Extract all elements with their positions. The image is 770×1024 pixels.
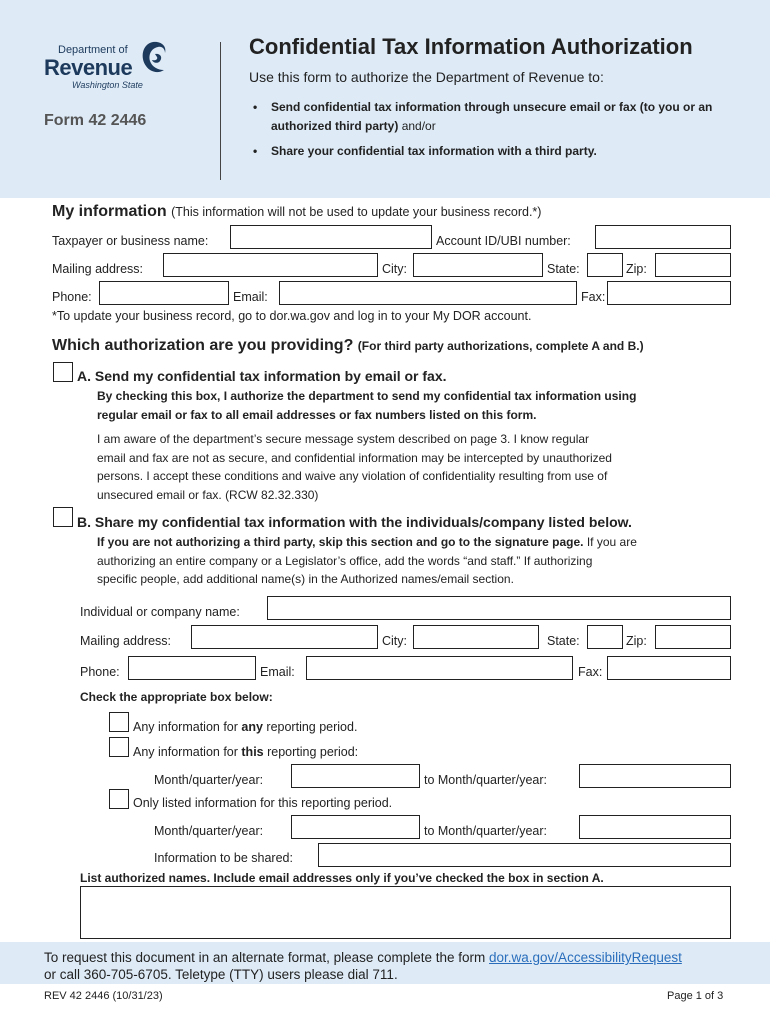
opt1-bold: any bbox=[241, 720, 263, 734]
authorized-names-textarea[interactable] bbox=[80, 886, 731, 939]
opt2-text: Any information for bbox=[133, 745, 242, 759]
info-shared-label: Information to be shared: bbox=[154, 851, 293, 865]
section-a-checkbox[interactable] bbox=[53, 362, 73, 382]
section-b-letter: B. bbox=[77, 514, 91, 530]
account-id-field[interactable] bbox=[595, 225, 731, 249]
listed-period-to-field[interactable] bbox=[579, 815, 731, 839]
alternate-format-line2: or call 360-705-6705. Teletype (TTY) users please dial 711. bbox=[44, 967, 398, 982]
section-a-para-line: I am aware of the department’s secure message system described on page 3. I know regular bbox=[97, 432, 590, 446]
mqy-to-label-2: to Month/quarter/year: bbox=[424, 824, 547, 838]
bullet-text-tail: and/or bbox=[401, 119, 436, 133]
tp-email-field[interactable] bbox=[306, 656, 573, 680]
period-from-field[interactable] bbox=[291, 764, 420, 788]
page-number: Page 1 of 3 bbox=[667, 990, 724, 1002]
any-period-checkbox[interactable] bbox=[109, 712, 129, 732]
form-number: Form 42 2446 bbox=[44, 112, 147, 129]
section-b-checkbox[interactable] bbox=[53, 507, 73, 527]
my-info-note: (This information will not be used to update your business record.*) bbox=[171, 205, 542, 219]
bullet-icon: • bbox=[253, 100, 258, 114]
tp-mailing-label: Mailing address: bbox=[80, 634, 172, 648]
fax-label: Fax: bbox=[581, 290, 606, 304]
alternate-format-text: To request this document in an alternate format, please complete the form bbox=[44, 950, 486, 965]
section-b-line bbox=[97, 533, 637, 552]
my-info-title: My information bbox=[52, 203, 167, 220]
section-b-title-text: Share my confidential tax information with the individuals/company listed below. bbox=[94, 514, 632, 530]
listed-info-checkbox[interactable] bbox=[109, 789, 129, 809]
alternate-format-line1 bbox=[44, 949, 682, 966]
email-field[interactable] bbox=[279, 281, 577, 305]
mqy-from-label-2: Month/quarter/year: bbox=[154, 824, 264, 838]
page-subtitle: Use this form to authorize the Department of Revenue to: bbox=[249, 69, 604, 85]
revision-code: REV 42 2446 (10/31/23) bbox=[44, 990, 163, 1002]
authorization-title: Which authorization are you providing? bbox=[52, 337, 354, 354]
tp-zip-field[interactable] bbox=[655, 625, 731, 649]
tp-fax-label: Fax: bbox=[578, 665, 603, 679]
tp-fax-field[interactable] bbox=[607, 656, 731, 680]
period-to-field[interactable] bbox=[579, 764, 731, 788]
logo-department-text: Department of bbox=[58, 44, 128, 56]
opt2-bold: this bbox=[241, 745, 264, 759]
section-a-bold-line: regular email or fax to all email addresses or fax numbers listed on this form. bbox=[97, 407, 537, 422]
mqy-to-label: to Month/quarter/year: bbox=[424, 773, 547, 787]
listed-info-label: Only listed information for this reporting period. bbox=[133, 796, 393, 810]
phone-field[interactable] bbox=[99, 281, 229, 305]
bullet-icon: • bbox=[253, 144, 258, 158]
section-a-para-line: persons. I accept these conditions and waive any violation of confidentiality resulting from use of bbox=[97, 469, 608, 483]
zip-label: Zip: bbox=[626, 262, 647, 276]
section-b-bold-text: If you are not authorizing a third party, skip this section and go to the signature page. bbox=[97, 535, 584, 549]
section-b-line: authorizing an entire company or a Legislator’s office, add the words “and staff.” If authorizing bbox=[97, 553, 593, 568]
tp-mailing-field[interactable] bbox=[191, 625, 378, 649]
section-b-paragraph bbox=[97, 533, 637, 589]
any-period-label bbox=[133, 720, 357, 734]
fax-field[interactable] bbox=[607, 281, 731, 305]
tp-state-field[interactable] bbox=[587, 625, 623, 649]
accessibility-request-link[interactable]: dor.wa.gov/AccessibilityRequest bbox=[489, 950, 682, 965]
section-b-title bbox=[77, 514, 632, 530]
opt2-text-post: reporting period: bbox=[263, 745, 359, 759]
alternate-format-notice bbox=[44, 949, 682, 983]
tp-zip-label: Zip: bbox=[626, 634, 647, 648]
my-info-heading bbox=[52, 203, 541, 221]
taxpayer-label: Taxpayer or business name: bbox=[52, 234, 209, 248]
taxpayer-name-field[interactable] bbox=[230, 225, 432, 249]
mqy-from-label: Month/quarter/year: bbox=[154, 773, 264, 787]
mailing-label: Mailing address: bbox=[52, 262, 144, 276]
opt1-text-post: reporting period. bbox=[262, 720, 358, 734]
tp-state-label: State: bbox=[547, 634, 580, 648]
section-a-letter: A. bbox=[77, 368, 91, 384]
this-period-label bbox=[133, 745, 358, 759]
authorization-note: (For third party authorizations, complete A and B.) bbox=[357, 339, 644, 353]
city-label: City: bbox=[382, 262, 407, 276]
state-label: State: bbox=[547, 262, 580, 276]
mailing-address-field[interactable] bbox=[163, 253, 378, 277]
city-field[interactable] bbox=[413, 253, 543, 277]
info-shared-field[interactable] bbox=[318, 843, 731, 867]
section-a-title-text: Send my confidential tax information by email or fax. bbox=[94, 368, 447, 384]
page-title: Confidential Tax Information Authorization bbox=[249, 34, 693, 59]
state-field[interactable] bbox=[587, 253, 623, 277]
section-b-line1-tail: If you are bbox=[586, 535, 637, 549]
logo-revenue-text: Revenue bbox=[44, 55, 133, 80]
account-label: Account ID/UBI number: bbox=[436, 234, 571, 248]
section-a-para-line: unsecured email or fax. (RCW 82.32.330) bbox=[97, 487, 319, 502]
tp-city-field[interactable] bbox=[413, 625, 539, 649]
email-label: Email: bbox=[233, 290, 268, 304]
tp-email-label: Email: bbox=[260, 665, 295, 679]
section-a-paragraph bbox=[97, 430, 612, 504]
authorized-names-heading: List authorized names. Include email addresses only if you’ve checked the box in section A. bbox=[80, 871, 604, 885]
tp-name-label: Individual or company name: bbox=[80, 605, 240, 619]
opt1-text: Any information for bbox=[133, 720, 242, 734]
tp-name-field[interactable] bbox=[267, 596, 731, 620]
phone-label: Phone: bbox=[52, 290, 92, 304]
section-a-bold-line: By checking this box, I authorize the department to send my confidential tax information using bbox=[97, 389, 637, 403]
listed-period-from-field[interactable] bbox=[291, 815, 420, 839]
bullet-item-share bbox=[253, 142, 597, 161]
section-a-bold-text bbox=[97, 387, 636, 424]
authorization-heading bbox=[52, 337, 644, 355]
check-heading: Check the appropriate box below: bbox=[80, 690, 273, 704]
header-divider bbox=[220, 42, 221, 180]
bullet-text: Share your confidential tax information with a third party. bbox=[271, 144, 597, 158]
zip-field[interactable] bbox=[655, 253, 731, 277]
this-period-checkbox[interactable] bbox=[109, 737, 129, 757]
bullet-item-email-fax bbox=[253, 98, 721, 136]
logo-swoosh-icon bbox=[138, 40, 168, 80]
section-a-title bbox=[77, 368, 447, 384]
section-b-line: specific people, add additional name(s) in the Authorized names/email section. bbox=[97, 572, 514, 586]
logo-washington-state-text: Washington State bbox=[72, 80, 143, 90]
section-a-para-line: email and fax are not as secure, and confidential information may be intercepted by unauthorized bbox=[97, 450, 612, 465]
bullet-text: Send confidential tax information through unsecure email or fax (to you or an authorized third party) bbox=[271, 100, 713, 133]
my-info-footnote: *To update your business record, go to dor.wa.gov and log in to your My DOR account. bbox=[52, 309, 532, 323]
tp-city-label: City: bbox=[382, 634, 407, 648]
tp-phone-field[interactable] bbox=[128, 656, 256, 680]
tp-phone-label: Phone: bbox=[80, 665, 120, 679]
